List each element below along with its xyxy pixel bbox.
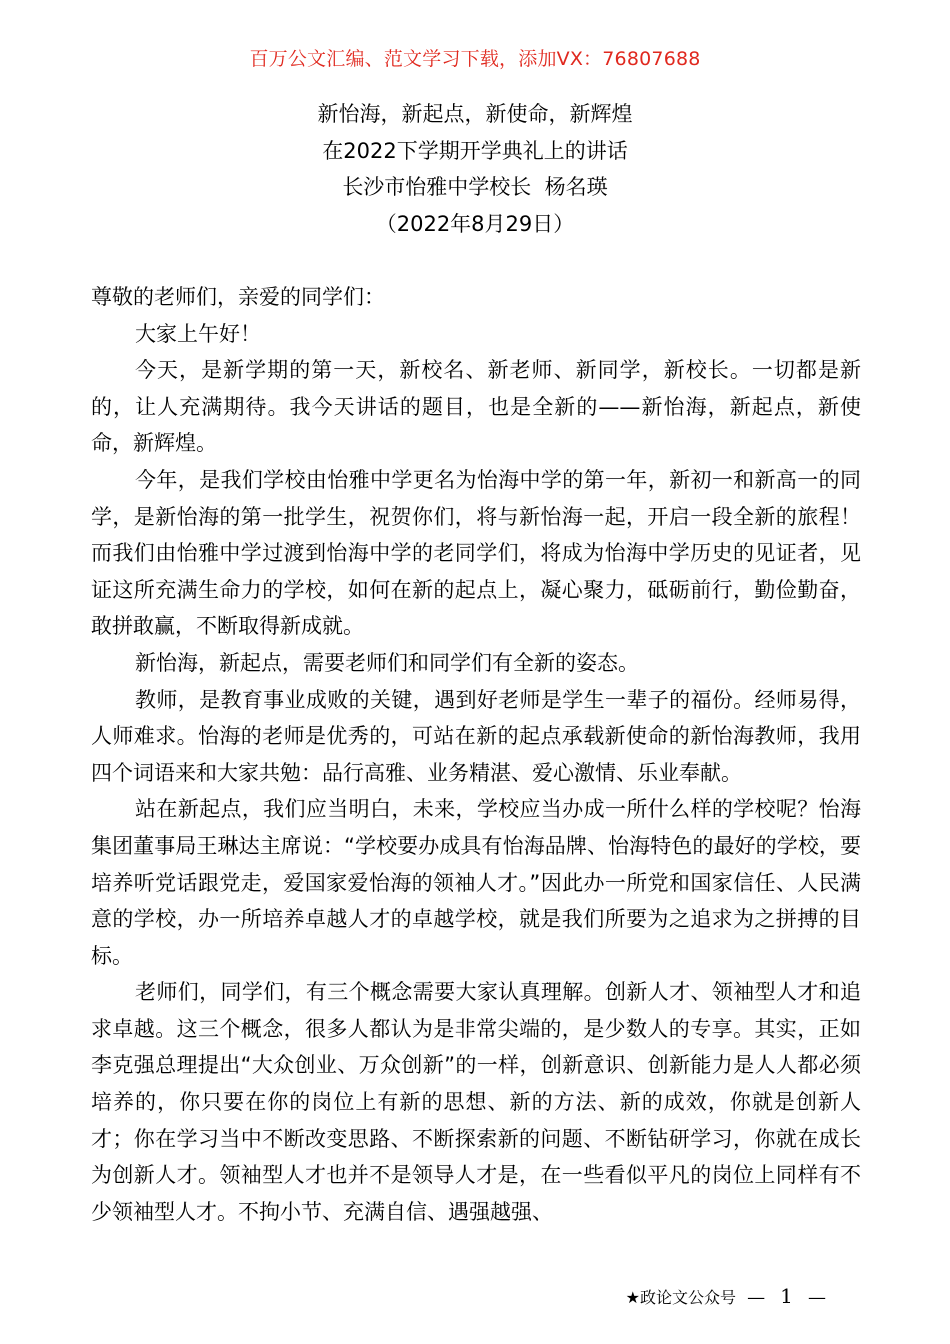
paragraph: 老师们，同学们，有三个概念需要大家认真理解。创新人才、领袖型人才和追求卓越。这三个概念，很多人都认为是非常尖端的，是少数人的专享。其实，正如李克强总理提出“大众创业、万众创新”的一样，创新意识、创新能力是人人都必须培养的，你只要在你的岗位上有新的思想、新的方法、新的成效，你就是创新人才；你在学习当中不断改变思路、不断探索新的问题、不断钻研学习，你就在成长为创新人才。领袖型人才也并不是领导人才是，在一些看似平凡的岗位上同样有不少领袖型人才。不拘小节、充满自信、遇强越强、 bbox=[91, 980, 861, 1224]
speech-title: 新怡海，新起点，新使命，新辉煌 bbox=[317, 102, 633, 126]
paragraph: 大家上午好！ bbox=[135, 321, 261, 346]
title-block bbox=[0, 96, 950, 242]
speech-body bbox=[91, 279, 861, 1230]
page-footer bbox=[626, 1281, 832, 1313]
speech-date: （2022年8月29日） bbox=[375, 211, 575, 236]
footer-dash-left: — bbox=[747, 1287, 766, 1308]
header-banner: 百万公文汇编、范文学习下载，添加VX：76807688 bbox=[249, 48, 701, 70]
paragraph: 站在新起点，我们应当明白，未来，学校应当办成一所什么样的学校呢？怡海集团董事局王琳达主席说：“学校要办成具有怡海品牌、怡海特色的最好的学校，要培养听党话跟党走，爱国家爱怡海的领袖人才。”因此办一所党和国家信任、人民满意的学校，办一所培养卓越人才的卓越学校，就是我们所要为之追求为之拼搏的目标。 bbox=[91, 797, 861, 968]
speaker-line: 长沙市怡雅中学校长 杨名瑛 bbox=[342, 175, 608, 199]
paragraph: 今年，是我们学校由怡雅中学更名为怡海中学的第一年，新初一和新高一的同学，是新怡海的第一批学生，祝贺你们，将与新怡海一起，开启一段全新的旅程！而我们由怡雅中学过渡到怡海中学的老同学们，将成为怡海中学历史的见证者，见证这所充满生命力的学校，如何在新的起点上，凝心聚力，砥砺前行，勤俭勤奋，敢拼敢赢，不断取得新成就。 bbox=[91, 467, 861, 639]
paragraph: 今天，是新学期的第一天，新校名、新老师、新同学，新校长。一切都是新的，让人充满期待。我今天讲话的题目，也是全新的——新怡海，新起点，新使命，新辉煌。 bbox=[91, 358, 861, 456]
footer-label: ★政论文公众号 bbox=[625, 1288, 736, 1307]
paragraph: 新怡海，新起点，需要老师们和同学们有全新的姿态。 bbox=[135, 650, 639, 675]
salutation: 尊敬的老师们，亲爱的同学们： bbox=[91, 285, 385, 309]
page-number: 1 bbox=[780, 1284, 793, 1308]
speech-subtitle: 在2022下学期开学典礼上的讲话 bbox=[322, 138, 628, 163]
footer-dash-right: — bbox=[808, 1287, 826, 1308]
paragraph: 教师，是教育事业成败的关键，遇到好老师是学生一辈子的福份。经师易得，人师难求。怡海的老师是优秀的，可站在新的起点承载新使命的新怡海教师，我用四个词语来和大家共勉：品行高雅、业务精湛、爱心激情、乐业奉献。 bbox=[91, 687, 861, 785]
